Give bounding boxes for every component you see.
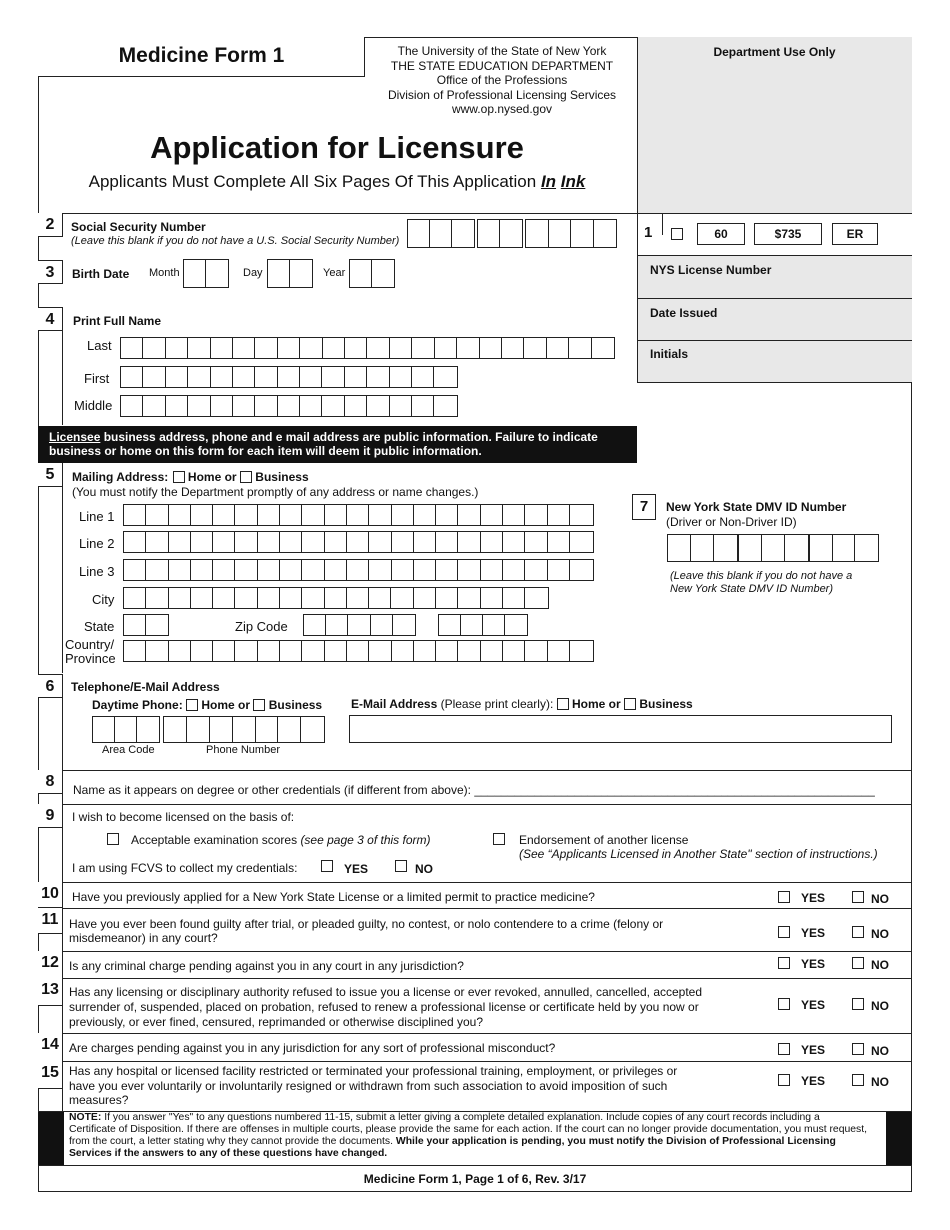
item-number: 14 [38,1033,63,1061]
question-yes-checkbox[interactable] [778,891,790,903]
address-line3-input[interactable] [123,559,594,581]
date-issued-label: Date Issued [650,306,718,320]
phone-area-code-input[interactable] [92,716,160,743]
department-use-title: Department Use Only [713,45,836,59]
exam-scores-text: Acceptable examination scores [131,833,301,847]
agency-line: Office of the Professions [436,73,568,87]
item-number: 4 [38,307,63,331]
birth-date-label: Birth Date [72,267,130,281]
email-home-label: Home or [571,697,621,711]
item-number: 8 [38,770,63,794]
note-label: NOTE: [69,1112,102,1123]
telephone-email-label: Telephone/E-Mail Address [71,680,220,694]
question-no-label: NO [871,892,889,906]
dept-item-number: 1 [644,224,653,241]
ssn-serial-input[interactable] [525,219,617,248]
nys-license-number-label: NYS License Number [650,263,772,277]
question-text: Have you ever been found guilty after trial, or pleaded guilty, no contest, or nolo contendere to a crime (felony or misdemeanor) in any court? [69,917,664,945]
fcvs-yes-checkbox[interactable] [321,860,333,872]
ssn-area-input[interactable] [407,219,475,248]
middle-name-input[interactable] [120,395,458,417]
initials-label: Initials [650,347,689,361]
question-yes-label: YES [801,891,826,905]
zip-code-label: Zip Code [235,619,288,634]
dmv-id-input-3[interactable] [809,534,879,562]
mailing-address-text: Mailing Address: [72,470,169,484]
last-name-input[interactable] [120,337,615,359]
ssn-note: (Leave this blank if you do not have a U.S. Social Security Number) [71,235,400,247]
agency-line: The University of the State of New York [397,44,607,58]
question-yes-label: YES [801,1074,826,1088]
dmv-id-label: New York State DMV ID Number [666,500,847,514]
birth-year-input[interactable] [349,259,395,288]
mailing-address-label [72,470,309,484]
question-yes-label: YES [801,957,826,971]
question-yes-label: YES [801,998,826,1012]
last-name-label: Last [87,338,112,353]
endorsement-note: (See “Applicants Licensed in Another State" section of instructions.) [519,847,878,861]
question-no-label: NO [871,927,889,941]
phone-business-label: Business [268,698,323,712]
question-no-label: NO [871,958,889,972]
endorsement-option: Endorsement of another license [519,833,689,847]
birth-day-input[interactable] [267,259,313,288]
address-line3-label: Line 3 [79,564,115,579]
item-number: 2 [38,213,63,237]
middle-name-label: Middle [74,398,113,413]
notice-underlined: Licensee [49,430,101,444]
agency-line: Division of Professional Licensing Services [387,87,617,102]
address-business-checkbox[interactable] [240,471,252,483]
subtitle-ink: Ink [560,172,586,191]
address-home-checkbox[interactable] [173,471,185,483]
zip-code-input[interactable] [303,614,416,636]
dept-fee-box: $735 [754,223,822,245]
item-number: 10 [38,882,63,908]
exam-scores-note: (see page 3 of this form) [300,833,431,847]
fcvs-no-label: NO [415,862,433,876]
zip-extension-input[interactable] [438,614,528,636]
page-title: Application for Licensure [150,130,524,165]
email-business-checkbox[interactable] [624,698,636,710]
note-text [69,1112,869,1160]
address-line1-label: Line 1 [79,509,115,524]
question-yes-label: YES [801,926,826,940]
question-text: Has any hospital or licensed facility restricted or terminated your professional training, employment, or privileges or have you ever voluntarily or involuntarily resigned or withdrawn from such association to avoid imposition of such measures? [69,1064,678,1107]
email-label-text: E-Mail Address [351,697,438,711]
address-note: (You must notify the Department promptly of any address or name changes.) [72,485,479,499]
address-line2-input[interactable] [123,531,594,553]
email-business-label: Business [639,697,693,711]
notice-text: business address, phone and e mail address are public information. Failure to indicate business or home on this form for each item will deem it public information. [49,430,598,458]
daytime-phone-label [92,698,322,712]
fcvs-no-checkbox[interactable] [395,860,407,872]
ssn-group-input[interactable] [477,219,523,248]
license-basis-label: I wish to become licensed on the basis of: [72,810,295,824]
item-number: 9 [38,804,63,828]
subtitle-text: Applicants Must Complete All Six Pages Of This Application [88,172,541,191]
email-home-checkbox[interactable] [557,698,569,710]
question-text: Have you previously applied for a New York State License or a limited permit to practice medicine? [72,890,595,904]
daytime-phone-text: Daytime Phone: [92,698,183,712]
page-footer: Medicine Form 1, Page 1 of 6, Rev. 3/17 [363,1172,587,1186]
agency-line: THE STATE EDUCATION DEPARTMENT [390,58,614,73]
item-number: 12 [38,951,63,978]
question-no-label: NO [871,999,889,1013]
email-note: (Please print clearly): [437,697,554,711]
phone-number-label: Phone Number [206,744,280,756]
page-subtitle [38,172,636,192]
exam-scores-checkbox[interactable] [107,833,119,845]
country-label [65,637,116,666]
area-code-label: Area Code [102,744,155,756]
note-bold: While your application is pending, you must notify the Division of Professional Licensing Services if the answers to any of these questions have changed. [69,1136,836,1159]
address-line1-input[interactable] [123,504,594,526]
form-name: Medicine Form 1 [118,44,285,67]
item-number: 15 [38,1061,63,1089]
dept-checkbox[interactable] [671,228,683,240]
birth-day-label: Day [243,267,263,279]
exam-scores-option [131,833,431,847]
dmv-id-sub: (Driver or Non-Driver ID) [666,515,797,529]
email-address-input[interactable] [349,715,892,743]
dmv-id-input-2[interactable] [738,534,809,562]
agency-line: www.op.nysed.gov [451,102,553,116]
endorsement-checkbox[interactable] [493,833,505,845]
full-name-label: Print Full Name [73,314,162,328]
phone-home-label: Home or [201,698,251,712]
birth-month-input[interactable] [183,259,229,288]
dmv-note-line: (Leave this blank if you do not have a [670,570,853,582]
question-no-checkbox[interactable] [852,1074,864,1086]
note-body: If you answer "Yes" to any questions numbered 11-15, submit a letter giving a complete detailed explanation. Include copies of any court records including a Certificate of Disposition. If there are offenses in multiple courts, please provide the same for each action. If the court can no longer provide documentation, you must request, from the court, a letter stating why they cannot provide the documents. [69,1112,868,1147]
fcvs-label: I am using FCVS to collect my credentials: [72,861,298,875]
note-band-left [38,1111,64,1165]
credential-name-line[interactable]: Name as it appears on degree or other credentials (if different from above): ____________________________________________________________ [73,783,875,797]
question-no-label: NO [871,1044,889,1058]
question-no-checkbox[interactable] [852,926,864,938]
dmv-note-line: New York State DMV ID Number) [670,583,834,595]
question-no-label: NO [871,1075,889,1089]
address-line2-label: Line 2 [79,536,115,551]
question-yes-checkbox[interactable] [778,1043,790,1055]
item-number: 11 [38,908,63,934]
department-use-panel [637,37,912,383]
dept-er-box: ER [832,223,878,245]
fcvs-yes-label: YES [344,862,369,876]
question-yes-checkbox[interactable] [778,926,790,938]
city-input[interactable] [123,587,549,609]
address-business-label: Business [255,470,309,484]
agency-block [368,44,636,117]
question-yes-checkbox[interactable] [778,957,790,969]
item-number: 5 [38,463,63,487]
item-number: 13 [38,978,63,1006]
ssn-label: Social Security Number [71,220,206,234]
address-home-label: Home or [187,470,237,484]
question-text: Are charges pending against you in any jurisdiction for any sort of professional misconduct? [69,1041,556,1055]
country-text: Country/ [65,637,115,652]
dmv-id-input-1[interactable] [667,534,738,562]
question-text: Is any criminal charge pending against you in any court in any jurisdiction? [69,959,464,973]
question-yes-checkbox[interactable] [778,1074,790,1086]
province-text: Province [65,651,116,666]
item-number: 7 [632,494,656,520]
phone-home-checkbox[interactable] [186,699,198,711]
first-name-input[interactable] [120,366,458,388]
question-no-checkbox[interactable] [852,998,864,1010]
question-text: Has any licensing or disciplinary authority refused to issue you a license or ever revoked, annulled, cancelled, accepted surrender of, suspended, placed on probation, refused to renew a professional license or certificate held by you now or previously, or ever fined, censured, reprimanded or otherwise disciplined you? [69,985,703,1029]
state-label: State [84,619,115,634]
item-number: 6 [38,674,63,698]
dmv-id-note [670,570,852,596]
phone-number-input[interactable] [163,716,325,743]
note-band-right [886,1111,912,1165]
question-yes-label: YES [801,1043,826,1057]
birth-year-label: Year [323,267,346,279]
subtitle-in: In [540,172,557,191]
question-no-checkbox[interactable] [852,891,864,903]
dept-code-box: 60 [697,223,745,245]
first-name-label: First [84,371,110,386]
country-input[interactable] [123,640,594,662]
state-input[interactable] [123,614,169,636]
public-info-notice [38,426,637,463]
birth-month-label: Month [149,267,180,279]
question-no-checkbox[interactable] [852,957,864,969]
question-yes-checkbox[interactable] [778,998,790,1010]
email-address-label [351,697,693,711]
item-number: 3 [38,260,63,284]
phone-business-checkbox[interactable] [253,699,265,711]
question-no-checkbox[interactable] [852,1043,864,1055]
city-label: City [92,592,115,607]
